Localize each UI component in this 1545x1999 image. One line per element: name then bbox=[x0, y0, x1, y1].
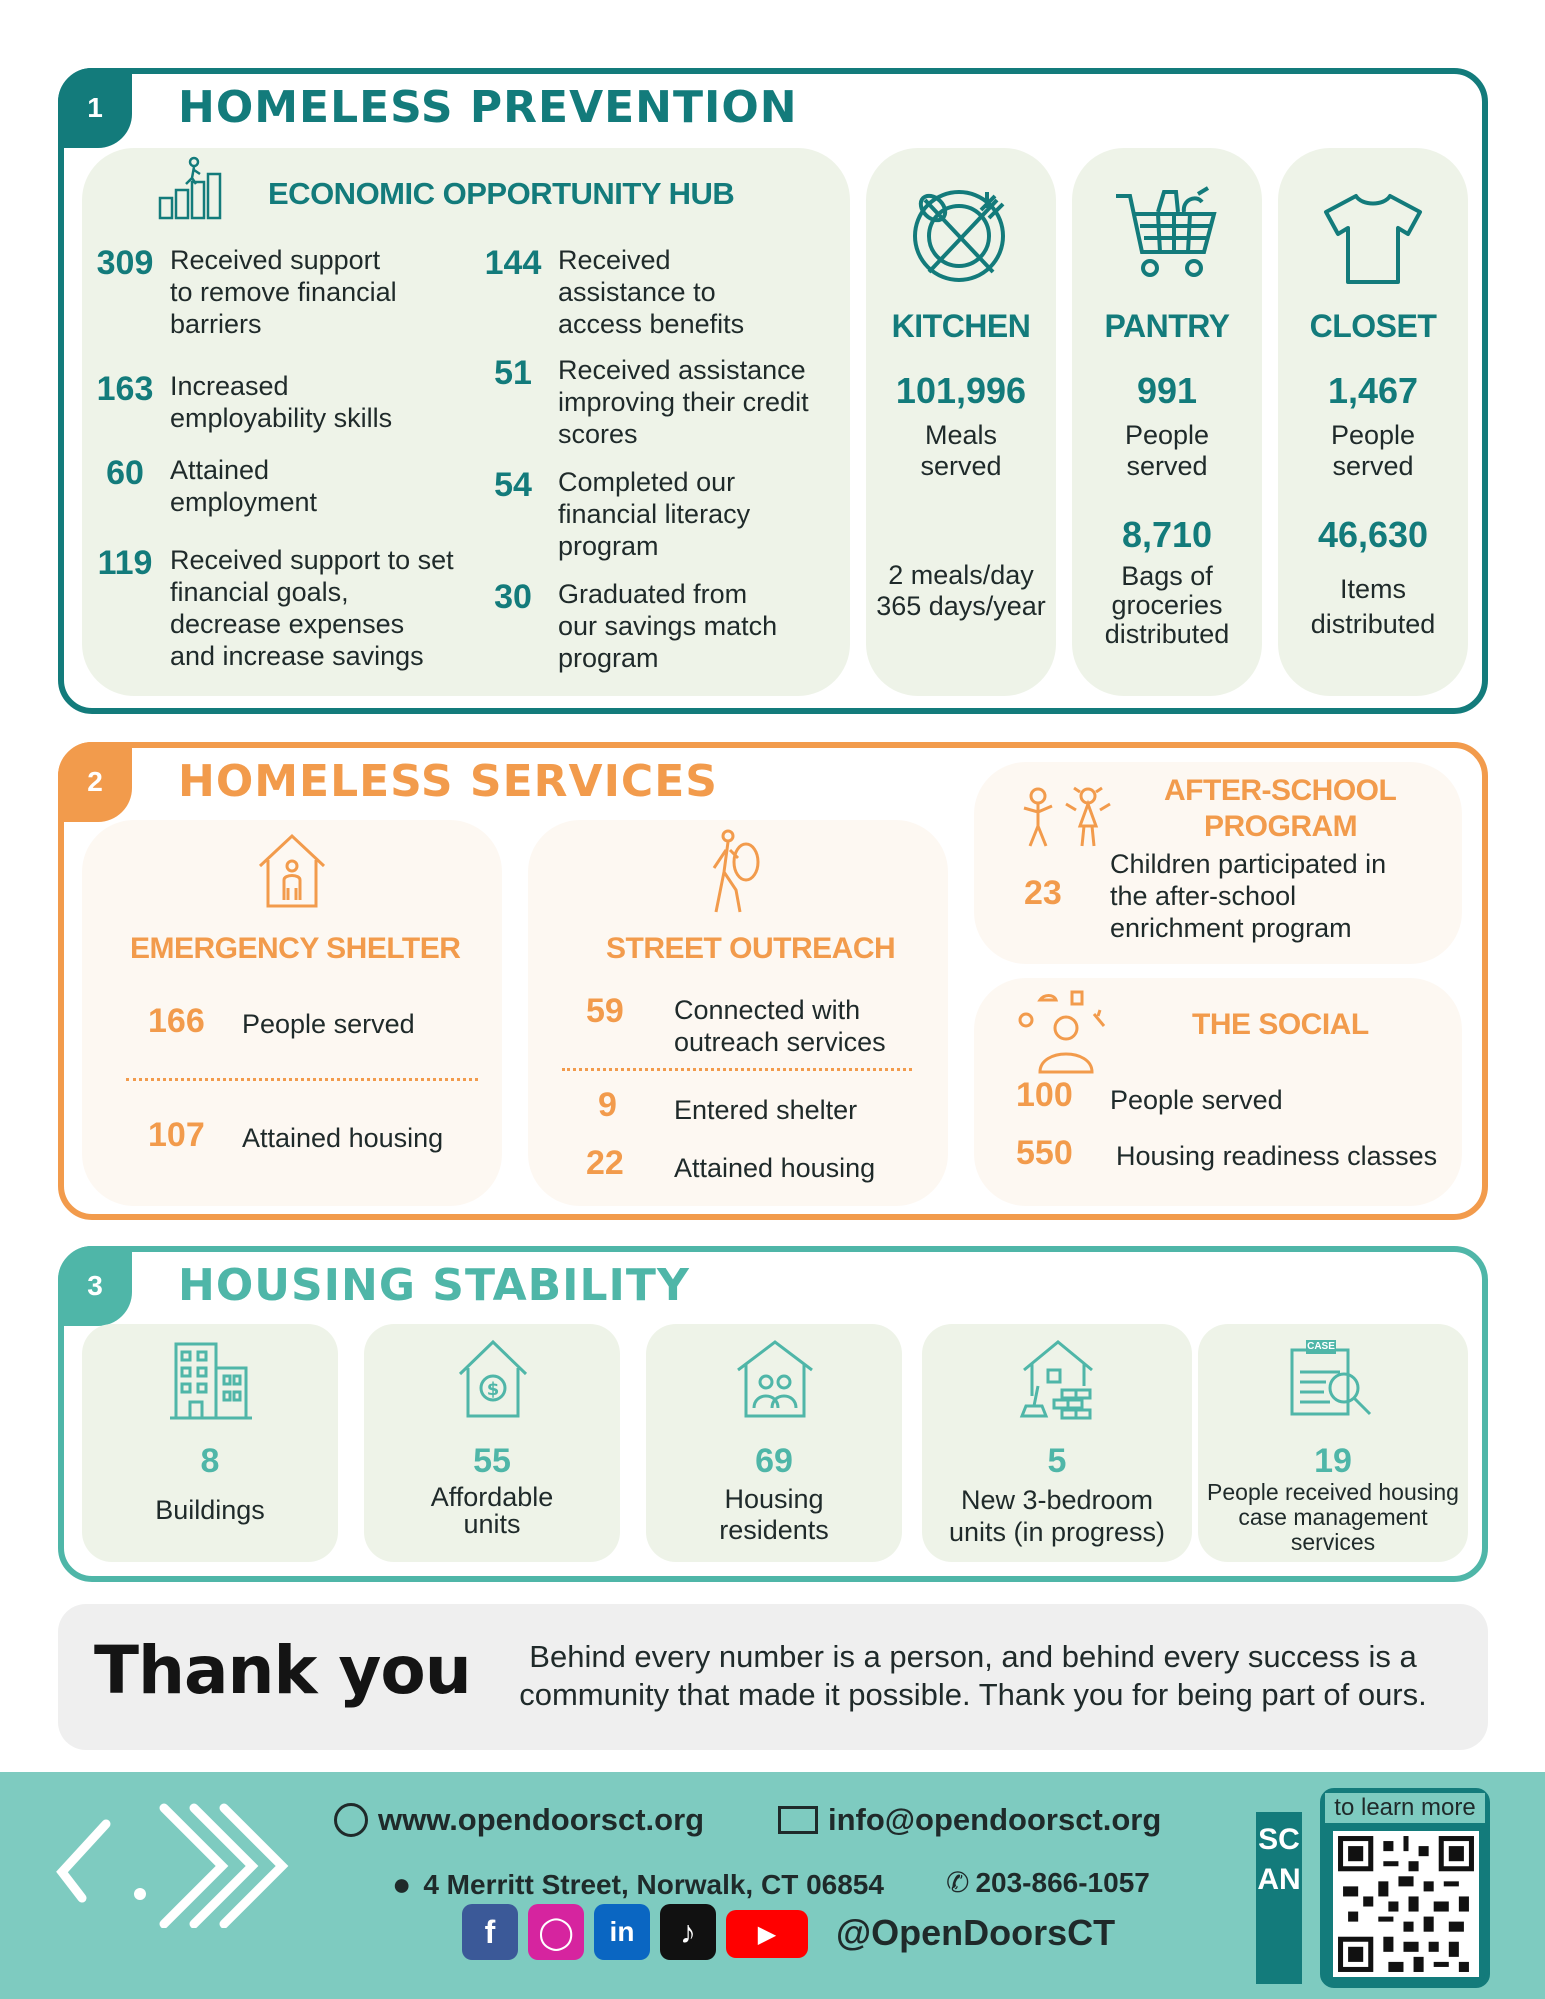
section-title: HOUSING STABILITY bbox=[178, 1260, 690, 1311]
hub-stat bbox=[86, 244, 436, 340]
pantry-panel bbox=[1072, 148, 1262, 696]
stat-value: 309 bbox=[96, 244, 154, 282]
location-pin-icon: ● bbox=[392, 1866, 412, 1902]
the-social-panel bbox=[974, 978, 1462, 1206]
card-label: Buildings bbox=[155, 1495, 265, 1525]
after-school-title-line2: PROGRAM bbox=[1204, 810, 1358, 843]
address-text-row bbox=[392, 1866, 884, 1903]
linkedin-icon[interactable]: in bbox=[594, 1904, 650, 1960]
card-label: People received housing case management services bbox=[1207, 1479, 1459, 1555]
case-tag-label: CASE bbox=[1307, 1341, 1335, 1352]
envelope-icon bbox=[778, 1806, 818, 1834]
closet-label-people: People served bbox=[1330, 420, 1416, 481]
closet-title: CLOSET bbox=[1309, 308, 1437, 344]
hub-stat bbox=[474, 466, 834, 562]
outreach-title: STREET OUTREACH bbox=[606, 932, 896, 965]
facebook-icon[interactable]: f bbox=[462, 1904, 518, 1960]
stat-value: 51 bbox=[494, 354, 532, 392]
house-people-icon bbox=[734, 1336, 816, 1420]
pantry-label-bags: Bags of groceries distributed bbox=[1104, 561, 1230, 649]
scan-label: SCAN bbox=[1257, 1823, 1301, 1896]
stat-value: 144 bbox=[484, 244, 542, 282]
outreach-value-housed: 22 bbox=[586, 1144, 624, 1182]
t-shirt-icon bbox=[1320, 190, 1426, 286]
outreach-label-connected: Connected with outreach services bbox=[674, 995, 886, 1057]
phone-text: 203-866-1057 bbox=[975, 1866, 1150, 1898]
social-value-served: 100 bbox=[1016, 1076, 1073, 1114]
scan-tab bbox=[1256, 1812, 1302, 1984]
dotted-divider bbox=[126, 1078, 478, 1081]
kitchen-note: 2 meals/day 365 days/year bbox=[876, 560, 1046, 621]
social-value-classes: 550 bbox=[1016, 1134, 1073, 1172]
shelter-value-served: 166 bbox=[148, 1002, 205, 1040]
after-school-panel bbox=[974, 762, 1462, 964]
hub-stat bbox=[86, 544, 466, 672]
house-person-icon bbox=[254, 830, 330, 910]
stat-label: Increased employability skills bbox=[170, 371, 393, 433]
hub-stat bbox=[86, 454, 436, 518]
construction-house-icon bbox=[1018, 1336, 1098, 1420]
open-doors-logo-icon bbox=[56, 1798, 296, 1928]
footer bbox=[0, 1772, 1545, 1999]
shelter-title: EMERGENCY SHELTER bbox=[130, 932, 461, 965]
plate-fork-spoon-icon bbox=[910, 186, 1012, 286]
social-label-served: People served bbox=[1110, 1085, 1283, 1115]
thank-you-banner bbox=[58, 1604, 1488, 1750]
shopping-cart-icon bbox=[1112, 186, 1222, 286]
thank-you-message: Behind every number is a person, and behind every success is a community that made it possible. Thank you for being part of ours. bbox=[519, 1639, 1427, 1712]
stat-value: 30 bbox=[494, 578, 532, 616]
section-number-badge: 1 bbox=[58, 68, 132, 148]
website-link[interactable] bbox=[334, 1802, 704, 1838]
card-value: 69 bbox=[755, 1442, 793, 1480]
phone-link[interactable] bbox=[946, 1866, 1150, 1899]
stat-label: Graduated from our savings match program bbox=[558, 579, 778, 673]
shelter-label-served: People served bbox=[242, 1009, 415, 1039]
hub-stat bbox=[474, 244, 834, 340]
street-outreach-panel bbox=[528, 820, 948, 1206]
shelter-value-housed: 107 bbox=[148, 1116, 205, 1154]
dotted-divider bbox=[562, 1068, 912, 1071]
stat-value: 119 bbox=[97, 544, 153, 582]
section-title: HOMELESS PREVENTION bbox=[178, 82, 798, 133]
card-value: 8 bbox=[200, 1442, 220, 1480]
social-label-classes: Housing readiness classes bbox=[1116, 1141, 1438, 1171]
stability-card bbox=[364, 1324, 620, 1562]
building-icon bbox=[168, 1338, 254, 1422]
pantry-title: PANTRY bbox=[1104, 308, 1230, 344]
tiktok-icon[interactable]: ♪ bbox=[660, 1904, 716, 1960]
backpacker-icon bbox=[706, 828, 766, 916]
stat-value: 163 bbox=[96, 370, 154, 408]
stat-value: 54 bbox=[494, 466, 532, 504]
housing-stability-section bbox=[58, 1246, 1488, 1582]
instagram-icon[interactable]: ◯ bbox=[528, 1904, 584, 1960]
closet-value-items: 46,630 bbox=[1317, 514, 1429, 555]
outreach-label-housed: Attained housing bbox=[674, 1153, 876, 1183]
closet-panel bbox=[1278, 148, 1468, 696]
emergency-shelter-panel bbox=[82, 820, 502, 1206]
after-school-value: 23 bbox=[1024, 874, 1062, 912]
section-title: HOMELESS SERVICES bbox=[178, 756, 718, 807]
stat-label: Completed our financial literacy program bbox=[558, 467, 751, 561]
qr-code-icon bbox=[1333, 1831, 1479, 1977]
hub-stat bbox=[474, 354, 834, 450]
thank-you-title: Thank you bbox=[94, 1632, 471, 1709]
address-text: 4 Merritt Street, Norwalk, CT 06854 bbox=[423, 1868, 884, 1900]
career-stairs-icon bbox=[156, 156, 228, 220]
after-school-title-line1: AFTER-SCHOOL bbox=[1164, 774, 1397, 807]
learn-more-label: to learn more bbox=[1325, 1793, 1485, 1823]
card-label: Affordable units bbox=[430, 1482, 554, 1539]
svg-text:$: $ bbox=[486, 1379, 500, 1400]
stability-card bbox=[922, 1324, 1192, 1562]
house-dollar-icon bbox=[456, 1336, 530, 1420]
kitchen-label: Meals served bbox=[920, 420, 1002, 481]
kitchen-value: 101,996 bbox=[895, 370, 1027, 411]
case-document-icon bbox=[1286, 1338, 1376, 1418]
kitchen-panel bbox=[866, 148, 1056, 696]
card-value: 55 bbox=[473, 1442, 511, 1480]
stat-label: Received support to remove financial barriers bbox=[170, 245, 397, 339]
card-label: Housing residents bbox=[719, 1484, 829, 1545]
homeless-prevention-section bbox=[58, 68, 1488, 714]
hub-title: ECONOMIC OPPORTUNITY HUB bbox=[268, 176, 735, 211]
children-icon bbox=[1010, 784, 1120, 850]
qr-code-frame[interactable] bbox=[1320, 1788, 1490, 1988]
closet-label-items: Items distributed bbox=[1310, 574, 1436, 639]
stability-card bbox=[646, 1324, 902, 1562]
outreach-value-shelter: 9 bbox=[598, 1086, 617, 1124]
pantry-label-people: People served bbox=[1124, 420, 1210, 481]
closet-value-people: 1,467 bbox=[1327, 370, 1419, 411]
stability-card bbox=[1198, 1324, 1468, 1562]
shelter-label-housed: Attained housing bbox=[242, 1123, 444, 1153]
stat-label: Attained employment bbox=[170, 455, 318, 517]
after-school-label: Children participated in the after-school enrichment program bbox=[1110, 849, 1387, 943]
homeless-services-section bbox=[58, 742, 1488, 1220]
pantry-value-people: 991 bbox=[1136, 370, 1198, 411]
globe-icon bbox=[334, 1803, 368, 1837]
kitchen-title: KITCHEN bbox=[891, 308, 1031, 344]
person-activities-icon bbox=[1014, 986, 1110, 1074]
social-handle: @OpenDoorsCT bbox=[836, 1912, 1116, 1953]
card-value: 5 bbox=[1047, 1442, 1067, 1480]
website-text: www.opendoorsct.org bbox=[378, 1802, 705, 1837]
stat-value: 60 bbox=[106, 454, 144, 492]
stat-label: Received assistance improving their credit scores bbox=[558, 355, 809, 449]
pantry-value-bags: 8,710 bbox=[1121, 514, 1213, 555]
card-label: New 3-bedroom units (in progress) bbox=[948, 1485, 1166, 1547]
economic-opportunity-hub-panel bbox=[82, 148, 850, 696]
email-link[interactable] bbox=[778, 1802, 1161, 1838]
social-title: THE SOCIAL bbox=[1192, 1008, 1369, 1041]
hub-stat bbox=[474, 578, 834, 674]
email-text: info@opendoorsct.org bbox=[828, 1802, 1162, 1837]
phone-icon: ✆ bbox=[946, 1867, 970, 1898]
card-value: 19 bbox=[1314, 1442, 1352, 1480]
stat-label: Received support to set financial goals, decrease expenses and increase savings bbox=[170, 545, 454, 671]
hub-stat bbox=[86, 370, 436, 434]
section-number-badge: 3 bbox=[58, 1246, 132, 1326]
stat-label: Received assistance to access benefits bbox=[558, 245, 745, 339]
outreach-value-connected: 59 bbox=[586, 992, 624, 1030]
stability-card bbox=[82, 1324, 338, 1562]
section-number-badge: 2 bbox=[58, 742, 132, 822]
outreach-label-shelter: Entered shelter bbox=[674, 1095, 858, 1125]
youtube-icon[interactable]: ▶ bbox=[726, 1910, 808, 1958]
